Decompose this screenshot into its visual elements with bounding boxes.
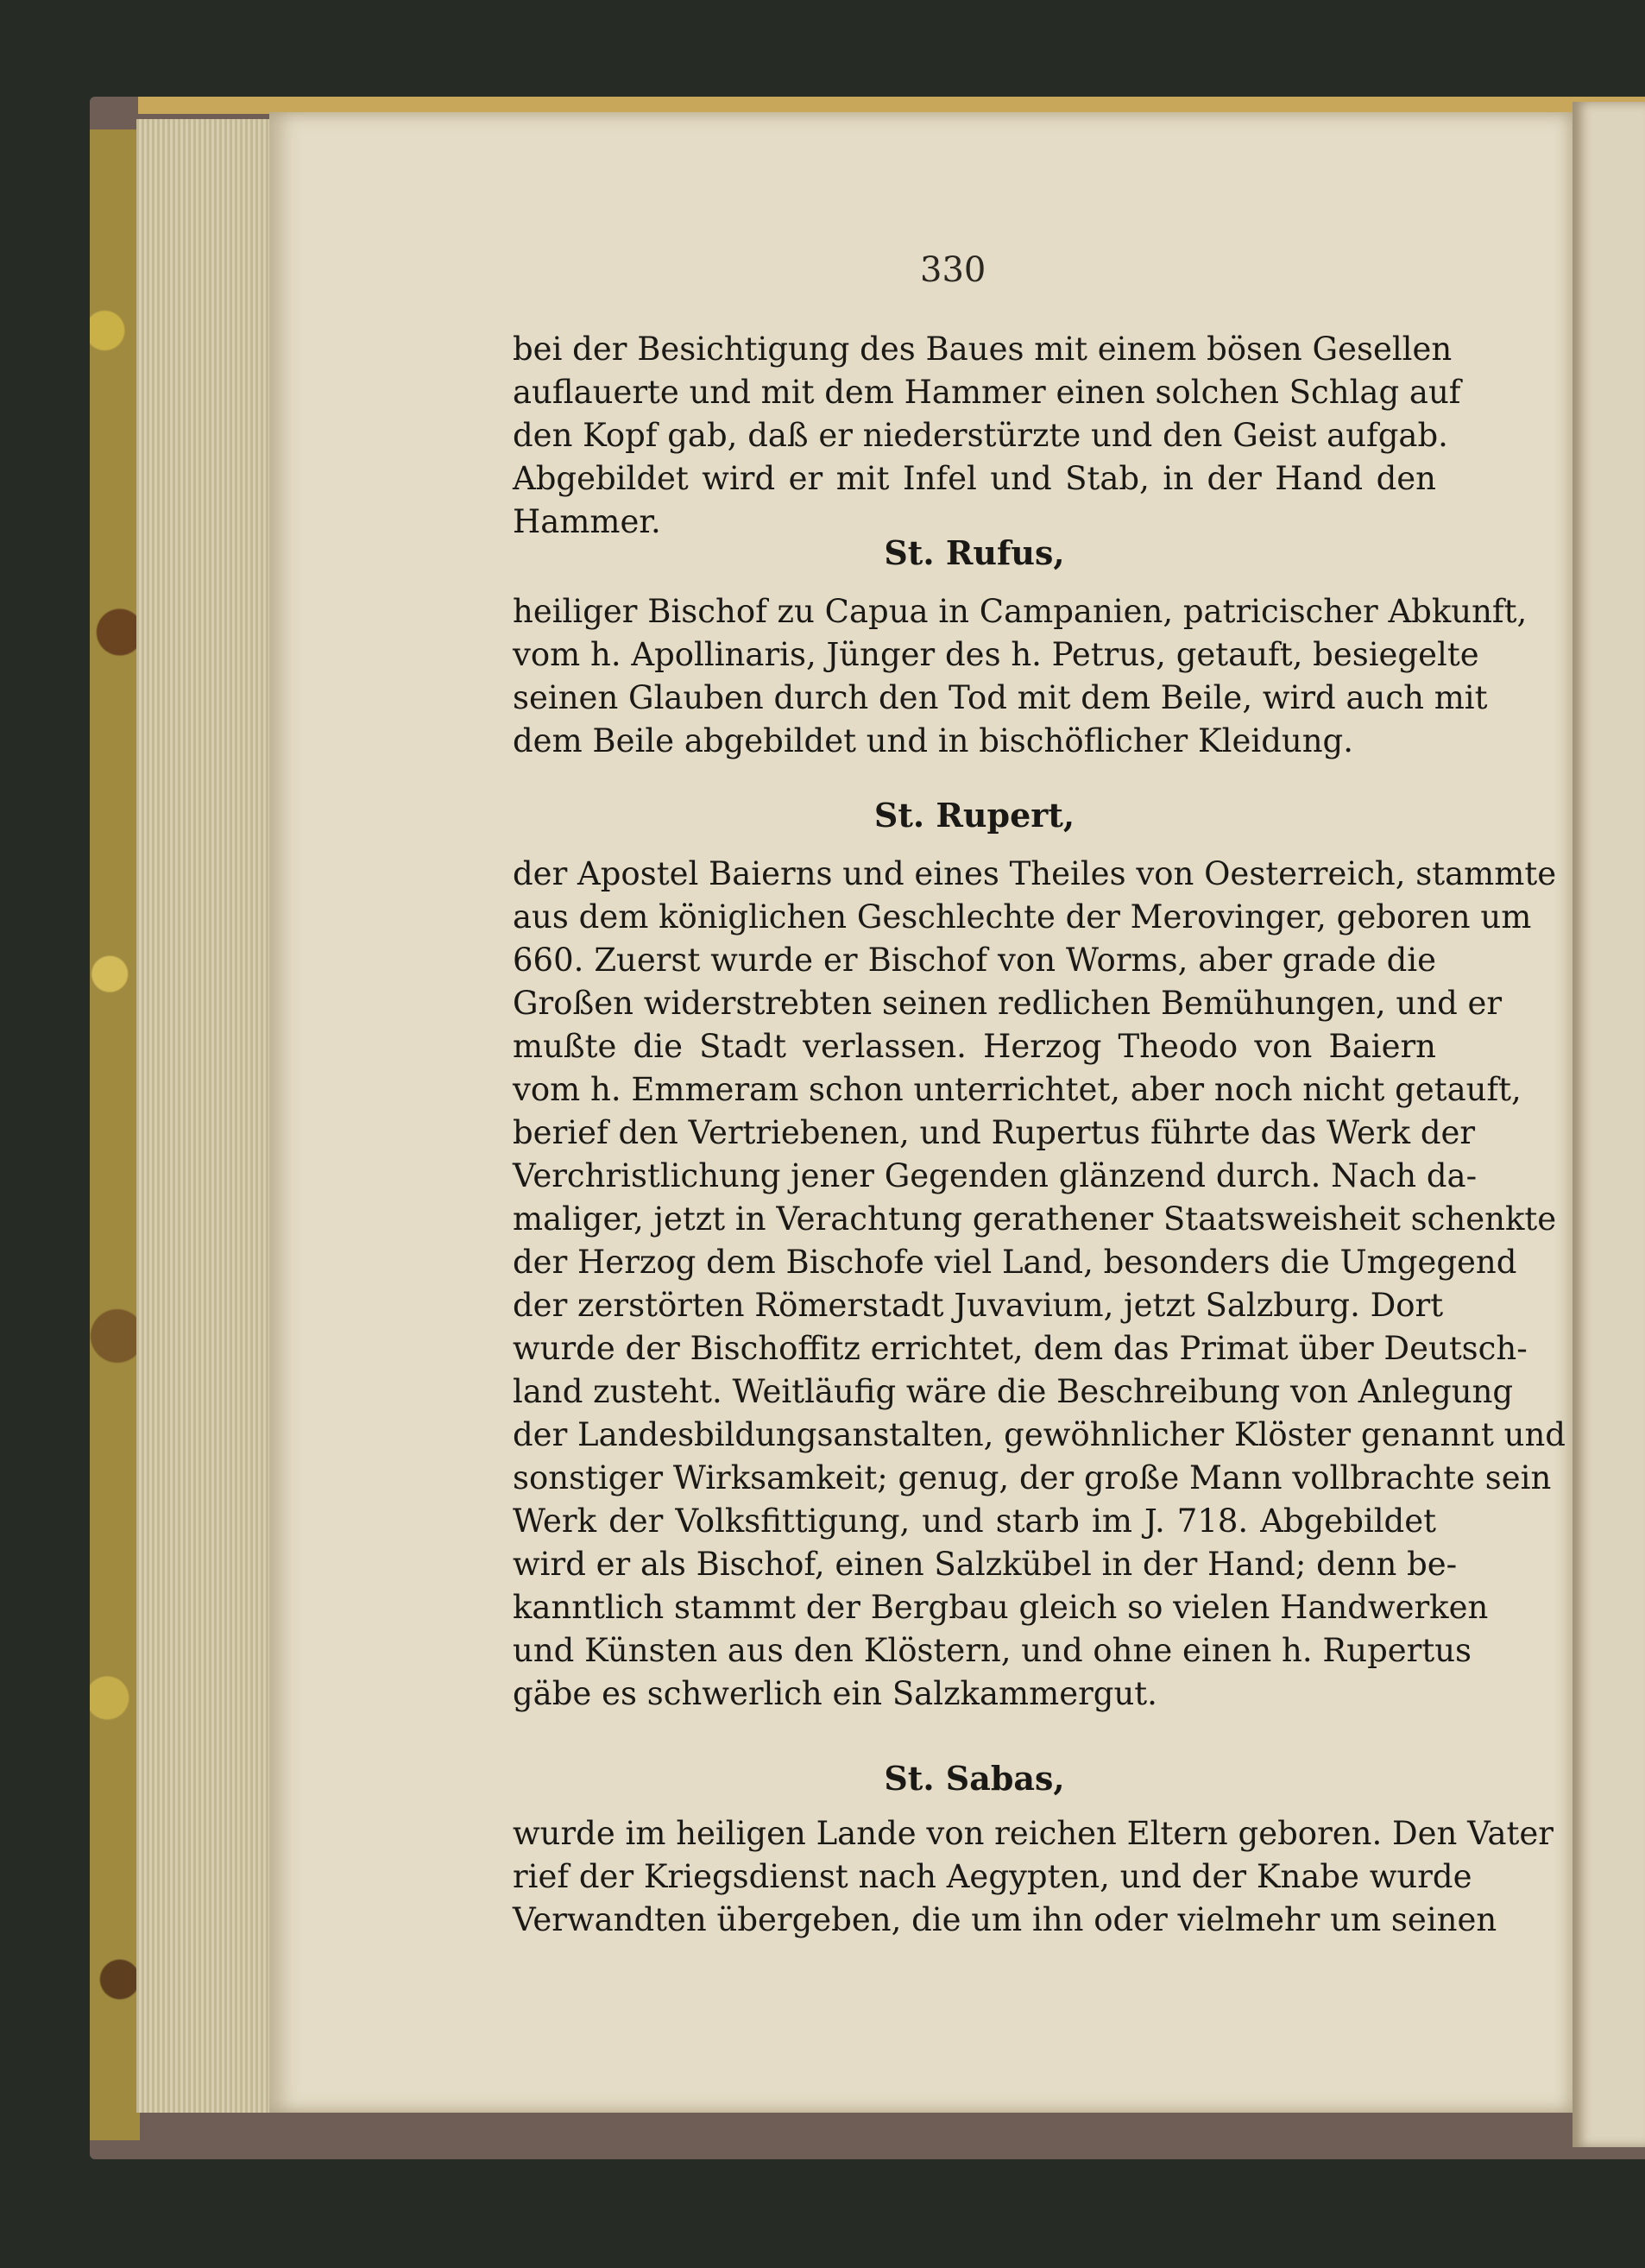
text-line: kanntlich stammt der Bergbau gleich so vielen Handwerken bbox=[513, 1589, 1489, 1626]
text-line: bei der Besichtigung des Baues mit einem bösen Gesellen bbox=[513, 331, 1453, 368]
text-line: land zusteht. Weitläufig wäre die Beschreibung von Anlegung bbox=[513, 1373, 1514, 1410]
text-line: mußte die Stadt verlassen. Herzog Theodo von Baiern bbox=[513, 1028, 1436, 1065]
text-line: Hammer. bbox=[513, 503, 661, 540]
text-line: maliger, jetzt in Verachtung gerathener Staatsweisheit schenkte bbox=[513, 1200, 1557, 1238]
text-line: seinen Glauben durch den Tod mit dem Beile, wird auch mit bbox=[513, 679, 1488, 716]
text-line: Abgebildet wird er mit Infel und Stab, in der Hand den bbox=[513, 460, 1436, 497]
page-stack bbox=[136, 119, 274, 2113]
text-line: wird er als Bischof, einen Salzkübel in der Hand; denn be- bbox=[513, 1546, 1458, 1583]
text-line: vom h. Emmeram schon unterrichtet, aber noch nicht getauft, bbox=[513, 1071, 1522, 1108]
text-line: vom h. Apollinaris, Jünger des h. Petrus, getauft, besiegelte bbox=[513, 636, 1479, 673]
page-number: 330 bbox=[920, 250, 986, 290]
facing-page-edge bbox=[1573, 102, 1645, 2147]
text-line: 660. Zuerst wurde er Bischof von Worms, aber grade die bbox=[513, 942, 1436, 979]
marbled-edge bbox=[90, 129, 140, 2140]
text-line: Verwandten übergeben, die um ihn oder vielmehr um seinen bbox=[513, 1901, 1497, 1938]
text-line: Verchristlichung jener Gegenden glänzend durch. Nach da- bbox=[513, 1157, 1478, 1194]
text-line: sonstiger Wirksamkeit; genug, der große Mann vollbrachte sein bbox=[513, 1459, 1552, 1496]
text-line: wurde im heiligen Lande von reichen Eltern geboren. Den Vater bbox=[513, 1815, 1554, 1852]
gilt-top-edge bbox=[138, 97, 1645, 114]
text-line: Großen widerstrebten seinen redlichen Bemühungen, und er bbox=[513, 985, 1503, 1022]
text-line: rief der Kriegsdienst nach Aegypten, und der Knabe wurde bbox=[513, 1858, 1472, 1895]
text-line: der Herzog dem Bischofe viel Land, besonders die Umgegend bbox=[513, 1244, 1517, 1281]
text-line: berief den Vertriebenen, und Rupertus führte das Werk der bbox=[513, 1114, 1476, 1151]
text-line: wurde der Bischoffitz errichtet, dem das Primat über Deutsch- bbox=[513, 1330, 1528, 1367]
section-heading-rupert: St. Rupert, bbox=[873, 796, 1075, 835]
section-heading-sabas: St. Sabas, bbox=[884, 1759, 1065, 1798]
text-line: Werk der Volksfittigung, und starb im J. 718. Abgebildet bbox=[513, 1503, 1436, 1540]
text-line: und Künsten aus den Klöstern, und ohne einen h. Rupertus bbox=[513, 1632, 1472, 1669]
text-line: der zerstörten Römerstadt Juvavium, jetzt Salzburg. Dort bbox=[513, 1287, 1444, 1324]
text-line: den Kopf gab, daß er niederstürzte und den Geist aufgab. bbox=[513, 417, 1448, 454]
text-line: aus dem königlichen Geschlechte der Merovinger, geboren um bbox=[513, 898, 1532, 936]
section-heading-rufus: St. Rufus, bbox=[884, 533, 1065, 572]
text-line: auflauerte und mit dem Hammer einen solchen Schlag auf bbox=[513, 374, 1461, 411]
text-line: der Apostel Baierns und eines Theiles von Oesterreich, stammte bbox=[513, 855, 1557, 892]
text-line: dem Beile abgebildet und in bischöflicher Kleidung. bbox=[513, 722, 1353, 759]
text-line: gäbe es schwerlich ein Salzkammergut. bbox=[513, 1675, 1157, 1712]
text-line: heiliger Bischof zu Capua in Campanien, patricischer Abkunft, bbox=[513, 593, 1528, 630]
text-line: der Landesbildungsanstalten, gewöhnlicher Klöster genannt und bbox=[513, 1416, 1566, 1453]
